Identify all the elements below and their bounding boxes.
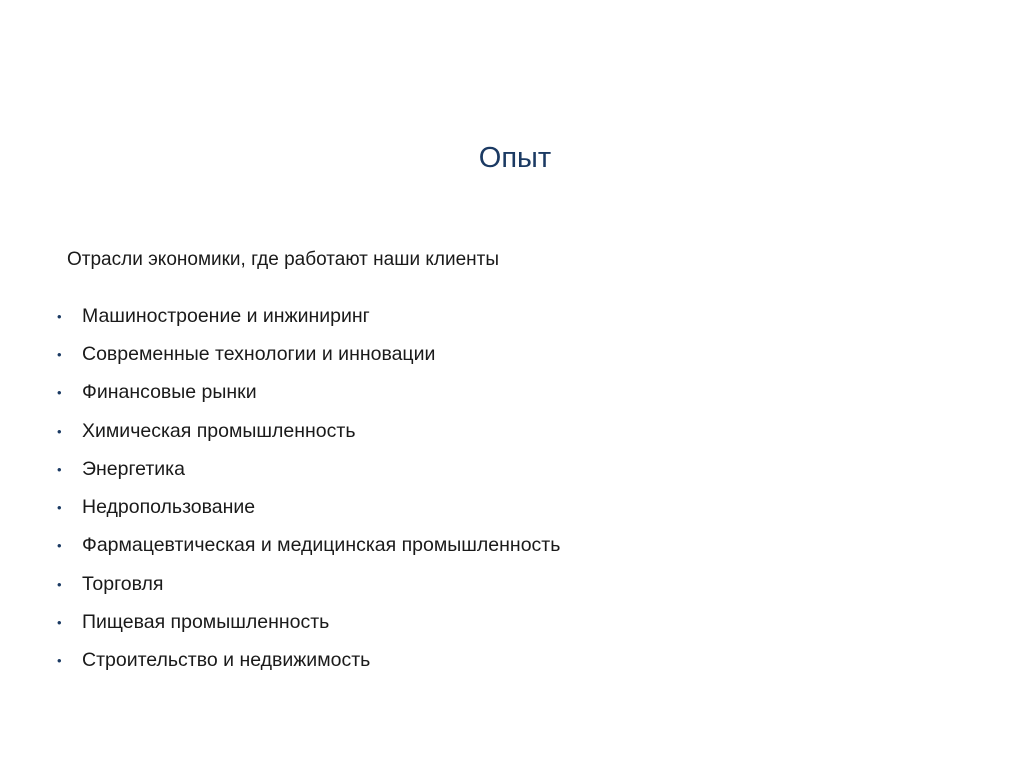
- list-item: [57, 297, 560, 335]
- bullet-icon: •: [57, 308, 62, 324]
- bullet-icon: •: [57, 385, 62, 401]
- slide-title: Опыт: [478, 142, 552, 174]
- bullet-icon: •: [57, 346, 62, 362]
- bullet-icon: •: [57, 615, 62, 631]
- bullet-icon: •: [57, 500, 62, 516]
- list-item-label: Недропользование: [82, 496, 256, 519]
- list-item-label: Энергетика: [82, 457, 185, 480]
- list-item-label: Финансовые рынки: [82, 381, 257, 404]
- bullet-icon: •: [57, 576, 62, 592]
- list-item: [57, 488, 560, 526]
- list-item-label: Химическая промышленность: [82, 419, 356, 442]
- list-item-label: Пищевая промышленность: [82, 611, 330, 634]
- bullet-icon: •: [57, 538, 62, 554]
- list-item-label: Современные технологии и инновации: [82, 342, 436, 365]
- list-item: [57, 412, 560, 450]
- list-item: [57, 642, 560, 680]
- list-item-label: Машиностроение и инжиниринг: [82, 304, 370, 327]
- list-item-label: Фармацевтическая и медицинская промышленность: [82, 534, 561, 557]
- list-item-label: Торговля: [82, 572, 164, 595]
- list-item: [57, 335, 560, 373]
- bullet-icon: •: [57, 653, 62, 669]
- industries-list: [57, 297, 560, 680]
- bullet-icon: •: [57, 461, 62, 477]
- list-item: [57, 450, 560, 488]
- list-item: [57, 374, 560, 412]
- list-item-label: Строительство и недвижимость: [82, 649, 371, 672]
- slide-subtitle: Отрасли экономики, где работают наши клиенты: [67, 249, 499, 270]
- list-item: [57, 565, 560, 603]
- list-item: [57, 603, 560, 641]
- list-item: [57, 527, 560, 565]
- bullet-icon: •: [57, 423, 62, 439]
